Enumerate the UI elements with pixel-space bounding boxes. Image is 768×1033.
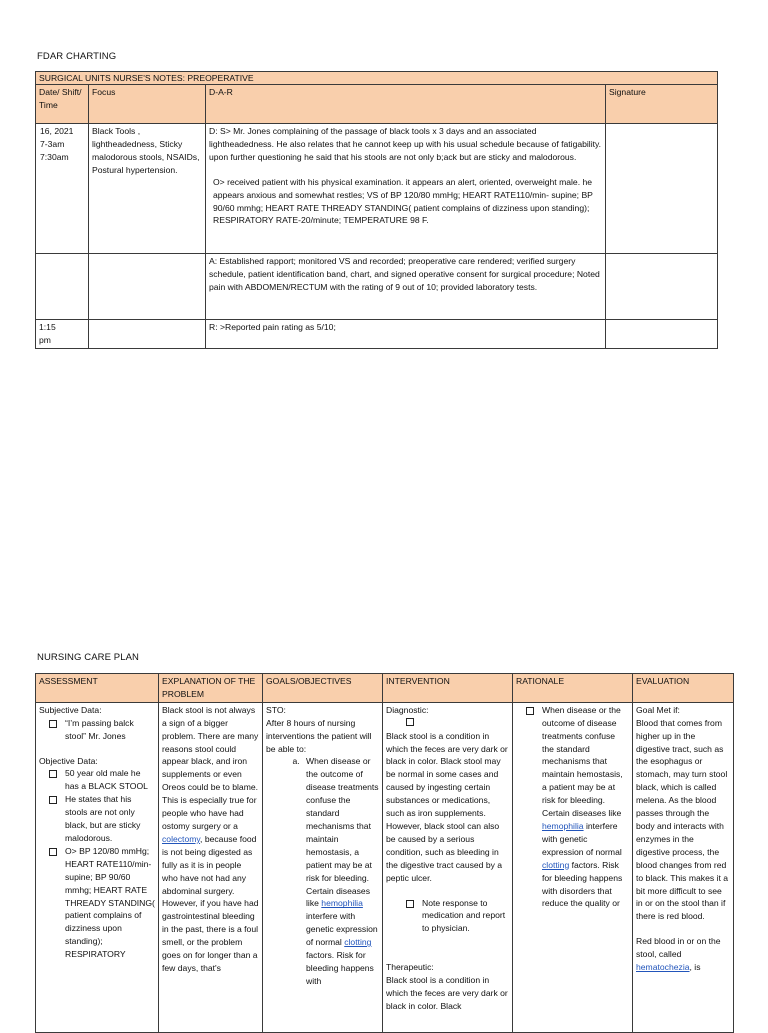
explanation-cell: Black stool is not always a sign of a bigger problem. There are many reasons stool could appear black, and iron supplements or even Oreos could be to blame. This is especially true for people who have had ostomy surgery or a colectomy, because food is not being digested as fully as it is in people who have not had any abdominal surgery. However, if you have had gastrointestinal bleeding in the past, there is a foul smell, or the problem goes on for longer than a few days, that's [159, 702, 263, 1032]
action-signature [606, 254, 718, 320]
checkbox-icon [49, 720, 57, 728]
clotting-link[interactable]: clotting [542, 859, 570, 870]
action-date-cell [36, 254, 89, 320]
objective-data-label: Objective Data: [39, 755, 98, 766]
assessment-cell [36, 702, 159, 1032]
clotting-link[interactable]: clotting [344, 937, 372, 948]
checkbox-icon [526, 707, 534, 715]
entry-date-time: 16, 2021 7-3am 7:30am [36, 124, 89, 254]
goals-list [266, 755, 379, 987]
evaluation-cell [633, 702, 734, 1032]
goals-header: GOALS/OBJECTIVES [263, 674, 383, 703]
evaluation-header: EVALUATION [633, 674, 734, 703]
response-time: 1:15 pm [36, 320, 89, 349]
checkbox-icon [49, 770, 57, 778]
checkbox-icon [49, 796, 57, 804]
fdar-charting-title: FDAR CHARTING [37, 51, 117, 62]
list-item: When disease or the outcome of disease treatments confuse the standard mechanisms that maintain hemostasis, a patient may be at risk for bleeding. Certain diseases like hemophilia interfere with genetic expression of normal clotting factors. Risk for bleeding happens with disorders that reduce the quality or [516, 704, 629, 911]
fdar-table-title: SURGICAL UNITS NURSE'S NOTES: PREOPERATIVE [36, 72, 718, 85]
response-focus-cell [89, 320, 206, 349]
dar-header: D-A-R [206, 85, 606, 124]
explanation-header: EXPLANATION OF THE PROBLEM [159, 674, 263, 703]
rationale-list [516, 704, 629, 911]
goal-met-label: Goal Met if: [636, 704, 680, 715]
goals-cell [263, 702, 383, 1032]
subjective-data-label: Subjective Data: [39, 704, 102, 715]
response-signature [606, 320, 718, 349]
objective-note: O> received patient with his physical examination. it appears an alert, oriented, overweight male. he appears anxious and somewhat restles; VS of BP 120/80 mmHg; HEART RATE110/min- supine; BP 90/60 mmhg; HEART RATE THREADY STANDING( patient complains of dizziness upon standing); RESPIRATORY RATE-20/minute; TEMPERATURE 98 F. [213, 176, 593, 226]
entry-data [206, 124, 606, 254]
sto-label: STO: [266, 704, 286, 715]
checkbox-icon [49, 848, 57, 856]
intervention-header: INTERVENTION [383, 674, 513, 703]
entry-signature [606, 124, 718, 254]
hemophilia-link[interactable]: hemophilia [321, 898, 363, 909]
therapeutic-text: Black stool is a condition in which the feces are very dark or black in color. Black [386, 975, 508, 1011]
response-note: R: >Reported pain rating as 5/10; [206, 320, 606, 349]
goals-intro: After 8 hours of nursing interventions the patient will be able to: [266, 717, 372, 754]
evaluation-text: Blood that comes from higher up in the digestive tract, such as the esophagus or stomach, may turn stool black, which is called melena. As the blood passes through the body and interacts with enzymes in the digestive process, the blood changes from red to black. This makes it a bit more difficult to see in or on the stool than if there is red blood. [636, 717, 729, 922]
date-shift-time-header: Date/ Shift/ Time [36, 85, 89, 124]
hemophilia-link[interactable]: hemophilia [542, 820, 584, 831]
fdar-table [35, 71, 718, 349]
diagnostic-label: Diagnostic: [386, 704, 429, 715]
subjective-note: D: S> Mr. Jones complaining of the passage of black tools x 3 days and an associated lightheadedness. He also relates that he cannot keep up with his usual schedule because of fatigability. upon further questioning he said that his stools are not only b;ack but are sticky and malodorous. [209, 126, 602, 162]
focus-header: Focus [89, 85, 206, 124]
intervention-cell [383, 702, 513, 1032]
nursing-care-plan-table [35, 673, 734, 1033]
entry-focus: Black Tools , lightheadedness, Sticky malodorous stools, NSAIDs, Postural hypertension. [89, 124, 206, 254]
assessment-header: ASSESSMENT [36, 674, 159, 703]
objective-list [39, 767, 155, 961]
subjective-list [39, 717, 155, 743]
list-item: O> BP 120/80 mmHg; HEART RATE110/min-supine; BP 90/60 mmhg; HEART RATE THREADY STANDING( patient complains of dizziness upon standing); RESPIRATORY [39, 845, 155, 961]
diagnostic-text: Black stool is a condition in which the feces are very dark or black in color. Black stool may be normal in some cases and caused by ingesting certain substances or medications, such as iron supplements. However, black stool can also be caused by a serious condition, such as bleeding in the digestive tract caused by a peptic ulcer. [386, 730, 508, 883]
checkbox-icon [406, 718, 414, 726]
list-item: 50 year old male he has a BLACK STOOL [39, 767, 155, 793]
signature-header: Signature [606, 85, 718, 124]
rationale-cell [513, 702, 633, 1032]
therapeutic-label: Therapeutic: [386, 962, 434, 973]
evaluation-text-2: Red blood in or on the stool, called hematochezia, is [636, 936, 721, 973]
action-note: A: Established rapport; monitored VS and recorded; preoperative care rendered; verified surgery schedule, patient identification band, chart, and signed operative consent for surgical procedure; Noted pain with ABDOMEN/RECTUM with the rating of 9 out of 10; provided laboratory tests. [206, 254, 606, 320]
checkbox-icon [406, 900, 414, 908]
rationale-header: RATIONALE [513, 674, 633, 703]
hematochezia-link[interactable]: hematochezia [636, 962, 690, 973]
action-focus-cell [89, 254, 206, 320]
list-item: Note response to medication and report to physician. [386, 897, 509, 936]
list-item: a. When disease or the outcome of disease treatments confuse the standard mechanisms that maintain hemostasis, a patient may be at risk for bleeding. Certain diseases like hemophilia interfere with genetic expression of normal clotting factors. Risk for bleeding happens with [302, 755, 379, 987]
list-item: “I’m passing balck stool” Mr. Jones [39, 717, 155, 743]
colectomy-link[interactable]: colectomy [162, 833, 201, 844]
nursing-care-plan-title: NURSING CARE PLAN [37, 652, 139, 663]
list-item: He states that his stools are not only black, but are sticky malodorous. [39, 793, 155, 845]
intervention-list [386, 897, 509, 936]
